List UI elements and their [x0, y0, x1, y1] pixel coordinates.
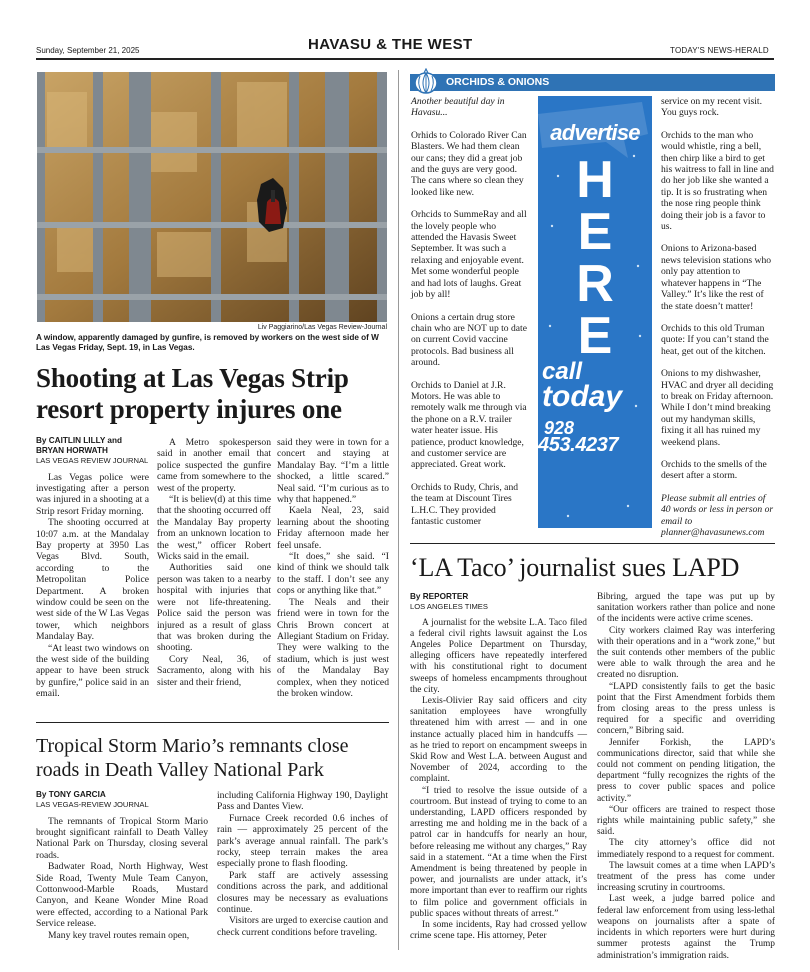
lead-column-3: said they were in town for a concert and staying at Mandalay Bay. “I’m a little shocked, a little scared.” Neal said. “I’m curious as to why that happened.” Kaela Neal, 23, said learning about the shooting Friday afternoon made her feel unsafe. “It does,” she said. “I kind of think we should talk to the staff. I don’t see any cops or anything like that.” The Neals and their friend were in town for the Chris Brown concert at Allegiant Stadium on Friday. They were walking to the stadium, which is just west of the Mandalay Bay complex, when they noticed the broken window.	[277, 437, 389, 699]
storm-column-2: including California Highway 190, Daylight Pass and Dantes View. Furnace Creek recorded 0.6 inches of rain — approximately 25 percent of the park’s average annual rainfall. The park’s rocky, steep terrain makes the area especially prone to flash flooding. Park staff are actively assessing conditions across the park, and additional closures may be necessary as evaluations continue. Visitors are urged to exercise caution and check current conditions before traveling.	[217, 790, 388, 938]
story-divider	[36, 722, 389, 723]
ad-advertise: advertise	[550, 120, 640, 145]
lead-byline: By CAITLIN LILLY and BRYAN HORWATH	[36, 436, 122, 455]
storm-body-1: The remnants of Tropical Storm Mario brought significant rainfall to Death Valley National Park on Thursday, closing several roads. Badwater Road, North Highway, West Side Road, Twenty Mule Team Canyon, Cottonwood-Marble Roads, Mustard Canyon, and Keane Wonder Mine Road were effected, according to a National Park Service release. Many key travel routes remain open,	[36, 815, 208, 941]
taco-headline: ‘LA Taco’ journalist sues LAPD	[410, 553, 740, 582]
storm-byline: By TONY GARCIA	[36, 790, 106, 799]
section-title: HAVASU & THE WEST	[308, 36, 473, 53]
paper-name: TODAY'S NEWS-HERALD	[670, 46, 769, 55]
orchids-column-1: Another beautiful day in Havasu... Orhids to Colorado River Can Blasters. We had them clean our cans; they did a great job and the guys are very good. The cans where so clean they looked like new. Orhcids to SummeRay and all the lovely people who attended the Havasis Sweet September. It was such a relaxing and enjoyable event. Met some wonderful people and had lots of laughs. Great job by all! Onions a certain drug store chain who are NOT up to date on current Covid vaccine protocols. Bad business all around. Orchids to Daniel at J.R. Motors. He was able to remotely walk me through via the phone on a R.V. trailer water heater issue. His patience, product knowledge, and customer service are appreciated. Great work. Orchids to Rudy, Chris, and the team at Discount Tires L.H.C. They provided fantastic customer	[411, 96, 527, 527]
masthead-date: Sunday, September 21, 2025	[36, 46, 140, 55]
photo-caption: A window, apparently damaged by gunfire, is removed by workers on the west side of W Las Vegas Friday, Sept. 19, in Las Vegas.	[36, 333, 379, 352]
lead-headline: Shooting at Las Vegas Strip resort property injures one	[36, 363, 349, 424]
storm-byline-org: LAS VEGAS-REVIEW JOURNAL	[36, 800, 149, 809]
column-divider	[398, 70, 399, 950]
lead-body-1: Las Vegas police were investigating after a person was injured in a shooting at a Strip resort Friday morning. The shooting occurred at 10:07 a.m. at the Mandalay Bay property at 3950 Las Vegas Blvd. South, according to the Metropolitan Police Department. A broken window could be seen on the west side of the W Las Vegas tower, which neighbors Mandalay Bay. “At least two windows on the west side of the building appear to have been struck by gunfire,” police said in an email.	[36, 471, 149, 700]
storm-headline: Tropical Storm Mario’s remnants close roads in Death Valley National Park	[36, 735, 349, 781]
ad-today: today	[542, 380, 623, 413]
lead-column-1	[36, 436, 149, 700]
masthead-rule	[36, 58, 774, 60]
lead-column-2: A Metro spokesperson said in another email that police suspected the gunfire came from somewhere to the west of the property. “It is believ(d) at this time that the shooting occurred off the Mandalay Bay property from an unknown location to the west,” officer Robert Wicks said in the email. Authorities said one person was taken to a nearby hospital with injuries that were not life-threatening. Police said the person was injured as a result of glass that was broken during the shooting. Cory Neal, 36, of Sacramento, along with his sister and their friend,	[157, 437, 271, 688]
photo-credit: Liv Paggiarino/Las Vegas Review-Journal	[257, 324, 387, 331]
ad-phone-number: 453.4237	[538, 434, 619, 456]
advertise-here-ad[interactable]	[538, 96, 652, 528]
onion-icon	[412, 68, 440, 94]
building-window-illustration	[37, 72, 387, 322]
lead-byline-org: LAS VEGAS REVIEW JOURNAL	[36, 456, 149, 465]
storm-column-1	[36, 790, 208, 941]
lead-photo	[37, 72, 387, 322]
ad-area-code: 928	[544, 418, 575, 438]
taco-byline: By REPORTER	[410, 592, 469, 601]
taco-column-1	[410, 592, 587, 942]
orchids-divider	[410, 543, 775, 544]
taco-byline-org: LOS ANGELES TIMES	[410, 602, 488, 611]
ad-call: call	[542, 358, 583, 385]
ad-here: HERE	[576, 151, 614, 365]
orchids-header-title: ORCHIDS & ONIONS	[446, 76, 550, 88]
orchids-column-2: service on my recent visit. You guys rock. Orchids to the man who would whistle, ring a bell, then chirp like a bird to get his waitress to fall in line and do her job like she wanted a tip. It is so frustrating when the nose ring people think doing their job is a favor to us. Onions to Arizona-based news television stations who only pay attention to whatever happens in “The Valley.” It’s like the rest of the state doesn’t matter! Orchids to this old Truman quote: If you can’t stand the heat, get out of the kitchen. Onions to my dishwasher, HVAC and dryer all deciding to break on Friday afternoon. While I don’t mind breaking out my handyman skills, fixing it all has ruined my weekend plans. Orchids to the smells of the desert after a storm. Please submit all entries of 40 words or less in person or email to planner@havasunews.com	[661, 96, 774, 538]
taco-body-1: A journalist for the website L.A. Taco filed a federal civil rights lawsuit against the Los Angeles Police Department on Thursday, alleging officers have repeatedly interfered with his constitutional right to document sweeps of homeless encampments throughout the city. Lexis-Olivier Ray said officers and city sanitation employees have wrongfully threatened him with arrest — and in one instance actually placed him in handcuffs — as he tried to report on encampment sweeps in Skid Row and West L.A. between August and November of 2024, according to the complaint. “I tried to resolve the issue outside of a courtroom. But instead of trying to come to an understanding, LAPD officers responded by arresting me and holding me in the back of a patrol car in handcuffs for nearly an hour, before releasing me without any charges,” Ray said in a statement. “At a time when the First Amendment is being threatened by people in power, and journalists are under attack, it’s more important than ever to reaffirm our rights to film police and government officials in public spaces without threats of arrest.” In some incidents, Ray had crossed yellow crime scene tape. His attorney, Peter	[410, 617, 587, 942]
taco-column-2: Bibring, argued the tape was put up by sanitation workers rather than police and none of the incidents were active crime scenes. City workers claimed Ray was interfering with their operations and in a “work zone,” but the suit contends other members of the public were able to walk through the area and he created no disruption. “LAPD consistently fails to get the basic point that the First Amendment forbids them from closing areas to the press unless is required for a specific and overriding concern,” Bibring said. Jennifer Forkish, the LAPD’s communications director, said that while she could not comment on pending litigation, the department “fully recognizes the rights of the press to cover public spaces and police activity.” “Our officers are trained to respect those rights while maintaining public safety,” she said. The city attorney’s office did not immediately respond to a request for comment. The lawsuit comes at a time when LAPD’s treatment of the press has come under increasing scrutiny in courtrooms. Last week, a judge barred police and federal law enforcement from using less-lethal weapons on journalists after a spate of incidents in which reporters were hurt during summer protests against the Trump administration’s immigration raids.	[597, 592, 775, 961]
